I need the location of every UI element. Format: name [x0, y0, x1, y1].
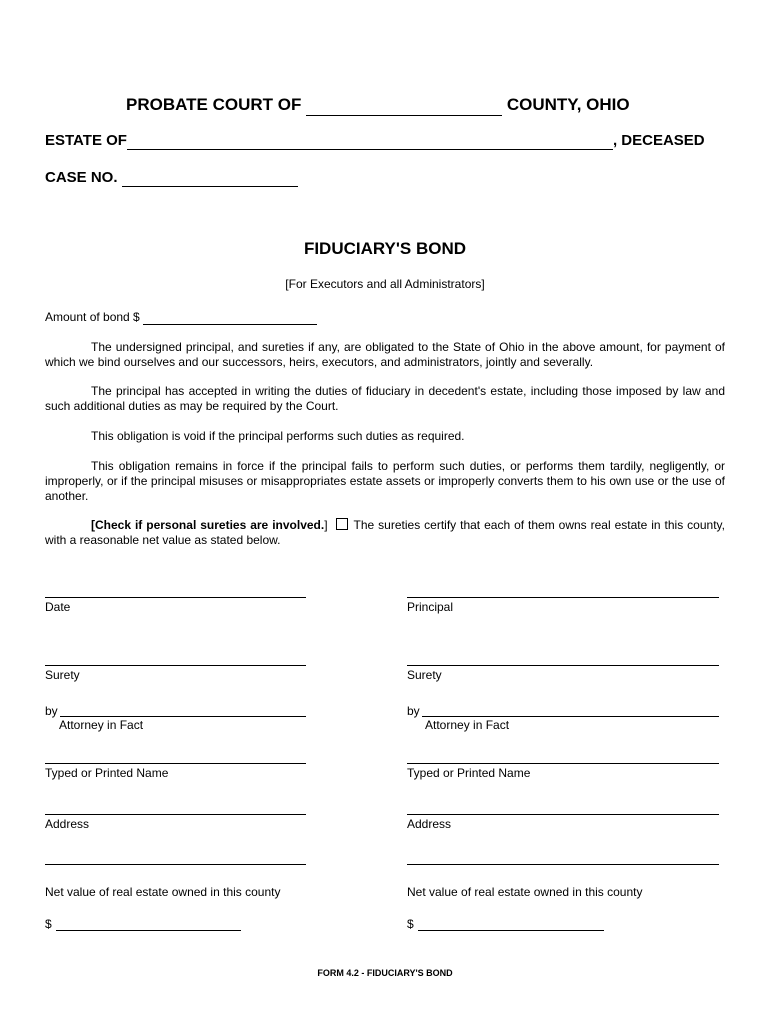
- surety-2-address-line-2[interactable]: [407, 864, 719, 865]
- surety-1-dollar-sign: $: [45, 917, 52, 931]
- county-field[interactable]: [306, 95, 502, 116]
- form-subtitle: [For Executors and all Administrators]: [285, 277, 485, 291]
- date-label: Date: [45, 600, 71, 614]
- surety-1-address-line-2[interactable]: [45, 864, 306, 865]
- surety-2-attorney-line[interactable]: [422, 716, 719, 717]
- surety-2-by-label: by: [407, 704, 420, 718]
- surety-1-net-value-label: Net value of real estate owned in this county: [45, 885, 281, 899]
- court-prefix: PROBATE COURT OF: [126, 95, 302, 114]
- surety-2-attorney-label: Attorney in Fact: [425, 718, 510, 732]
- paragraph-duties: The principal has accepted in writing the duties of fiduciary in decedent's estate, including those imposed by law and such additional duties as may be required by the Court.: [45, 384, 725, 413]
- estate-prefix: ESTATE OF: [45, 132, 127, 149]
- form-footer: FORM 4.2 - FIDUCIARY'S BOND: [317, 968, 453, 978]
- court-suffix: COUNTY, OHIO: [506, 95, 630, 114]
- surety-1-net-value-line[interactable]: [56, 930, 241, 931]
- surety-1-address-label: Address: [45, 817, 90, 831]
- surety-1-address-line[interactable]: [45, 814, 306, 815]
- amount-field[interactable]: [143, 310, 317, 325]
- surety-1-attorney-label: Attorney in Fact: [59, 718, 144, 732]
- form-title: FIDUCIARY'S BOND: [303, 239, 467, 258]
- surety-1-name-line[interactable]: [45, 763, 306, 764]
- surety-1-line[interactable]: [45, 665, 306, 666]
- sureties-checkbox[interactable]: [336, 518, 348, 530]
- principal-label: Principal: [407, 600, 454, 614]
- surety-1-label: Surety: [45, 668, 80, 682]
- paragraph-sureties: [45, 518, 725, 548]
- surety-1-attorney-line[interactable]: [60, 716, 306, 717]
- case-label: CASE NO.: [45, 169, 118, 186]
- surety-2-dollar-sign: $: [407, 917, 414, 931]
- estate-line: [45, 132, 705, 150]
- surety-2-address-line[interactable]: [407, 814, 719, 815]
- surety-2-net-value-line[interactable]: [418, 930, 604, 931]
- date-line[interactable]: [45, 597, 306, 598]
- surety-2-line[interactable]: [407, 665, 719, 666]
- principal-line[interactable]: [407, 597, 719, 598]
- estate-suffix: , DECEASED: [612, 132, 705, 149]
- paragraph-void: This obligation is void if the principal performs such duties as required.: [91, 429, 465, 443]
- case-line: [45, 169, 298, 187]
- amount-line: [45, 310, 317, 325]
- surety-1-name-label: Typed or Printed Name: [45, 766, 169, 780]
- sureties-check-label: [Check if personal sureties are involved.: [91, 518, 325, 532]
- case-number-field[interactable]: [122, 169, 298, 187]
- sureties-certify-text: The sureties certify that each of them owns real estate in this county, with a reasonable net value as stated below.: [45, 518, 725, 547]
- court-heading: [126, 95, 630, 116]
- surety-1-by-label: by: [45, 704, 58, 718]
- paragraph-obligation: The undersigned principal, and sureties if any, are obligated to the State of Ohio in the above amount, for payment of which we bind ourselves and our successors, heirs, executors, and administrators, jointly and severally.: [45, 340, 725, 369]
- amount-label: Amount of bond $: [45, 310, 140, 324]
- estate-name-field[interactable]: [127, 132, 613, 150]
- sureties-check-bracket: ]: [324, 518, 328, 532]
- surety-2-label: Surety: [407, 668, 442, 682]
- surety-2-name-line[interactable]: [407, 763, 719, 764]
- surety-2-name-label: Typed or Printed Name: [407, 766, 531, 780]
- surety-2-address-label: Address: [407, 817, 452, 831]
- surety-2-net-value-label: Net value of real estate owned in this county: [407, 885, 643, 899]
- paragraph-in-force: This obligation remains in force if the principal fails to perform such duties, or performs them tardily, negligently, or improperly, or if the principal misuses or misappropriates estate assets or improperly converts them to his own use or the use of another.: [45, 459, 725, 503]
